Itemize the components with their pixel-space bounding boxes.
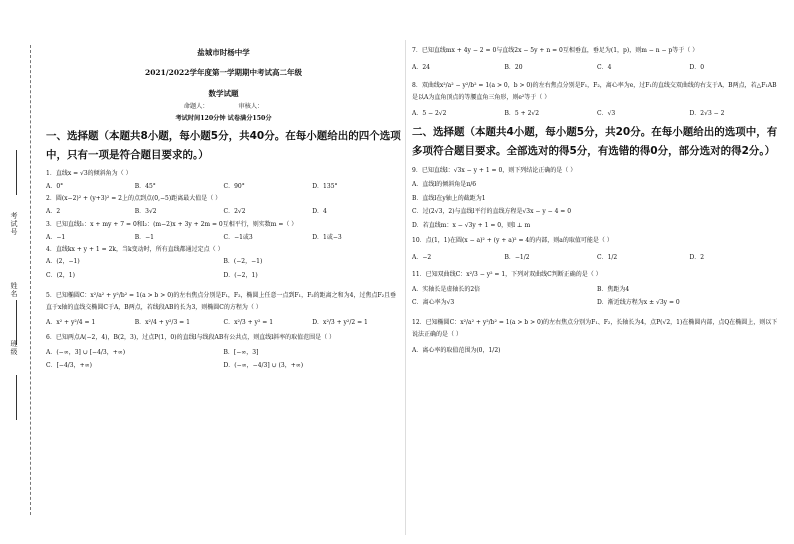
option-b: B．3√2 xyxy=(134,208,157,216)
question-1: 1．直线x = √3的倾斜角为（ ） xyxy=(46,169,132,177)
exam-term: 2021/2022学年度第一学期期中考试高二年级 xyxy=(145,68,302,78)
question-9-option-b: B．直线l在y轴上的截距为1 xyxy=(412,194,486,202)
setter-label: 命题人： xyxy=(183,103,209,111)
option-a: A．24 xyxy=(412,64,430,71)
question-11: 11．已知双曲线C：x²/3 − y² = 1，下列对双曲线C判断正确的是（ ） xyxy=(412,270,602,278)
label-class: 班级 xyxy=(10,340,18,356)
section-1-heading: 一、选择题（本题共8小题，每小题5分，共40分。在每小题给出的四个选项中，只有一项是符合题目要求的。） xyxy=(46,129,401,161)
option-a: A．(2，−1) xyxy=(46,258,80,266)
option-a: A．0° xyxy=(46,182,64,190)
question-3: 3．已知直线l₁：x + my + 7 = 0和l₂：(m−2)x + 3y + 2m = 0互相平行，则实数m =（ ） xyxy=(46,220,298,228)
option-a: A．实轴长是虚轴长的2倍 xyxy=(412,285,481,293)
option-a: A．x² + y²/4 = 1 xyxy=(46,319,96,327)
question-2-options xyxy=(46,208,401,216)
option-b: B．−1/2 xyxy=(504,254,530,261)
option-c: C．x²/3 + y² = 1 xyxy=(223,319,274,327)
right-column xyxy=(412,42,782,354)
option-c: C．−1或3 xyxy=(223,233,253,241)
column-divider xyxy=(405,40,406,535)
left-column xyxy=(46,42,401,376)
option-b: B．[−∞，3] xyxy=(223,348,259,356)
option-d: D．135° xyxy=(312,182,338,190)
option-c: C．[−4/3，+∞) xyxy=(46,362,92,370)
question-10: 10．点(1，1)在圆(x − a)² + (y + a)² = 4的内部，则a的取值可能是（ ） xyxy=(412,237,613,244)
question-3-options xyxy=(46,234,401,242)
option-a: A．2 xyxy=(46,208,61,216)
section-2-heading: 二、选择题（本题共4小题，每小题5分，共20分。在每小题给出的选项中，有多项符合题目要求。全部选对的得5分，有选错的得0分，部分选对的得2分。） xyxy=(412,126,778,157)
question-6: 6．已知两点A(−2，4)，B(2，3)，过点P(1，0)的直线l与线段AB有公共点，则直线l斜率的取值范围是（ ） xyxy=(46,333,336,341)
option-b: B．−1 xyxy=(134,233,155,241)
reviewer-label: 审核人： xyxy=(238,103,264,111)
question-12: 12．已知椭圆C：x²/a² + y²/b² = 1(a > b > 0)的左右焦点分别为F₁、F₂，长轴长为4，点P(√2，1)在椭圆内部，点Q在椭圆上，则以下说法正确的是（ ） xyxy=(412,318,778,338)
option-d: D．2√3 − 2 xyxy=(689,109,725,117)
question-6-options xyxy=(46,349,401,376)
option-c: C．1/2 xyxy=(597,254,618,261)
binding-margin xyxy=(0,0,42,544)
question-5-options xyxy=(46,319,401,327)
option-b: B．x²/4 + y²/3 = 1 xyxy=(134,319,190,327)
question-11-options xyxy=(412,286,782,313)
school-name: 盐城市时杨中学 xyxy=(197,48,250,57)
option-c: C．4 xyxy=(597,64,612,71)
option-d: D．4 xyxy=(312,208,327,216)
option-b: B．5 + 2√2 xyxy=(504,109,540,117)
question-9-option-c: C．过(2√3，2)与直线l平行的直线方程是√3x − y − 4 = 0 xyxy=(412,208,572,215)
option-c: C．2√2 xyxy=(223,208,246,216)
option-c: C．离心率为√3 xyxy=(412,299,455,306)
option-b: B．20 xyxy=(504,64,523,71)
question-9-option-a: A．直线l的倾斜角是π/6 xyxy=(412,181,477,188)
question-8-options xyxy=(412,110,782,118)
option-d: D．1或−3 xyxy=(312,233,342,241)
question-9-option-d: D．若直线m：x − √3y + 1 = 0，则l ⊥ m xyxy=(412,221,531,229)
question-4-options xyxy=(46,258,401,285)
option-b: B．45° xyxy=(134,182,156,190)
option-b: B．(−2，−1) xyxy=(223,258,263,266)
option-d: D．(−∞，−4/3] ∪ (3，+∞) xyxy=(223,362,304,370)
cut-line xyxy=(30,45,31,515)
setter-reviewer xyxy=(46,103,401,111)
option-b: B．焦距为4 xyxy=(597,285,630,293)
label-exam-number: 考试号 xyxy=(10,212,18,236)
question-2: 2．圆(x−2)² + (y+3)² = 2上的点到点(0,−5)距离最大值是（ ） xyxy=(46,195,222,203)
option-a: A．−2 xyxy=(412,254,432,261)
question-9: 9．已知直线l：√3x − y + 1 = 0，则下列结论正确的是（ ） xyxy=(412,167,577,174)
option-d: D．(−2，1) xyxy=(223,271,258,279)
option-c: C．90° xyxy=(223,182,245,190)
name-blank xyxy=(16,300,17,345)
option-c: C．√3 xyxy=(597,109,616,117)
option-d: D．渐近线方程为x ± √3y = 0 xyxy=(597,299,680,306)
question-7-options xyxy=(412,64,782,72)
class-blank xyxy=(16,375,17,420)
question-5: 5．已知椭圆C：x²/a² + y²/b² = 1(a > b > 0)的左右焦点分别是F₁，F₂，椭圆上任意一点到F₁，F₂的距离之和为4，过焦点F₂且垂直于x轴的直线交椭圆C于A，B两点，若线段AB的长为3，则椭圆C的方程为（ ） xyxy=(46,292,397,312)
option-c: C．(2，1) xyxy=(46,271,75,279)
option-d: D．x²/3 + y²/2 = 1 xyxy=(312,319,368,327)
question-4: 4．直线kx + y + 1 = 2k，当k变动时，所有直线都通过定点（ ） xyxy=(46,246,224,254)
option-d: D．2 xyxy=(689,254,705,261)
question-1-options xyxy=(46,183,401,191)
label-name: 姓名 xyxy=(10,282,18,298)
question-12-option-a: A．离心率的取值范围为(0，1/2) xyxy=(412,346,501,354)
question-8: 8．双曲线x²/a² − y²/b² = 1(a > 0，b > 0)的左右焦点分别是F₁，F₂，离心率为e，过F₁的直线交双曲线的右支于A，B两点，若△F₁AB是以A为直角顶点的等腰直角三角形，则e²等于（ ） xyxy=(412,81,777,101)
option-a: A．5 − 2√2 xyxy=(412,109,447,117)
question-7: 7．已知直线mx + 4y − 2 = 0与直线2x − 5y + n = 0互相垂直，垂足为(1，p)，则m − n − p等于（ ） xyxy=(412,47,699,54)
option-a: A．−1 xyxy=(46,233,66,241)
option-a: A．(−∞，3] ∪ [−4/3，+∞) xyxy=(46,348,126,356)
exam-number-blank xyxy=(16,150,17,195)
subject-title: 数学试题 xyxy=(208,88,239,98)
option-d: D．0 xyxy=(689,64,705,71)
time-score: 考试时间120分钟 试卷满分150分 xyxy=(175,114,272,122)
question-10-options xyxy=(412,254,782,262)
